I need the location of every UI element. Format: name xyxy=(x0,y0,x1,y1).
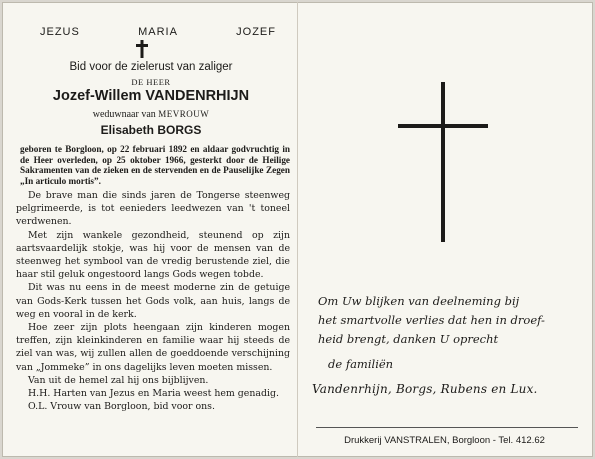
title-prefix: DE HEER xyxy=(131,77,171,87)
holy-names-header xyxy=(12,26,290,38)
thanks-text xyxy=(318,292,580,349)
widower-title: MEVROUW xyxy=(158,109,210,119)
family-names: Vandenrhijn, Borgs, Rubens en Lux. xyxy=(312,382,538,396)
left-panel xyxy=(12,6,290,413)
large-cross-icon xyxy=(398,82,488,242)
eulogy xyxy=(16,189,290,413)
paragraph: Van uit de hemel zal hij ons bijblijven. xyxy=(28,374,209,386)
divider xyxy=(316,427,578,428)
paragraph: De brave man die sinds jaren de Tongerse steenweg pelgrimeerde, is tot eenieders leedwezen van 't toneel verdwenen. xyxy=(16,190,290,228)
deceased-name: Jozef-Willem VANDENRHIJN xyxy=(52,88,250,104)
biography-text: geboren te Borgloon, op 22 februari 1892 en aldaar godvruchtig in de Heer overleden, op 25 oktober 1966, gesterkt door de Heilige Sakramenten van de zieken en de stervenden en de Pauselijke Zegen „In articulo mortis”. xyxy=(20,144,290,186)
thanks-line: heid brengt, danken U oprecht xyxy=(318,332,499,346)
widower-text: weduwnaar van xyxy=(92,109,156,120)
widower-line xyxy=(12,109,290,120)
biography xyxy=(20,144,290,186)
prayer-line: Bid voor de zielerust van zaliger xyxy=(69,61,233,73)
paragraph: O.L. Vrouw van Borgloon, bid voor ons. xyxy=(28,401,215,413)
header-maria: MARIA xyxy=(138,26,178,38)
paragraph: Hoe zeer zijn plots heengaan zijn kinderen mogen treffen, zijn kleinkinderen en familie waar hij steeds de ziel van was, wij zullen allen de goeddoende verschijning van „Jommeke” in ons dagelijks leven moeten missen. xyxy=(16,322,290,373)
paragraph: Met zijn wankele gezondheid, steunend op zijn aartsvaardelijk stokje, was hij voor de mensen van de steenweg het symbool van de vredig berustende ziel, die haar stil geluk ongestoord langs Gods wegen tobde. xyxy=(16,229,290,281)
right-panel xyxy=(298,2,591,455)
paragraph: H.H. Harten van Jezus en Maria weest hem genadig. xyxy=(28,388,279,400)
thanks-line: Om Uw blijken van deelneming bij xyxy=(318,294,520,308)
family-label: de familiën xyxy=(328,357,394,371)
header-jozef: JOZEF xyxy=(236,26,276,38)
wife-name: Elisabeth BORGS xyxy=(100,123,202,137)
printer-credit: Drukkerij VANSTRALEN, Borgloon - Tel. 412.62 xyxy=(344,435,545,446)
thanks-line: het smartvolle verlies dat hen in droef- xyxy=(318,313,545,327)
header-jezus: JEZUS xyxy=(40,26,80,38)
paragraph: Dit was nu eens in de meest moderne zin de getuige van Gods-Kerk tussen het Gods volk, aan huis, langs de weg en vooral in de kerk. xyxy=(16,282,290,320)
small-cross-icon xyxy=(136,40,148,58)
